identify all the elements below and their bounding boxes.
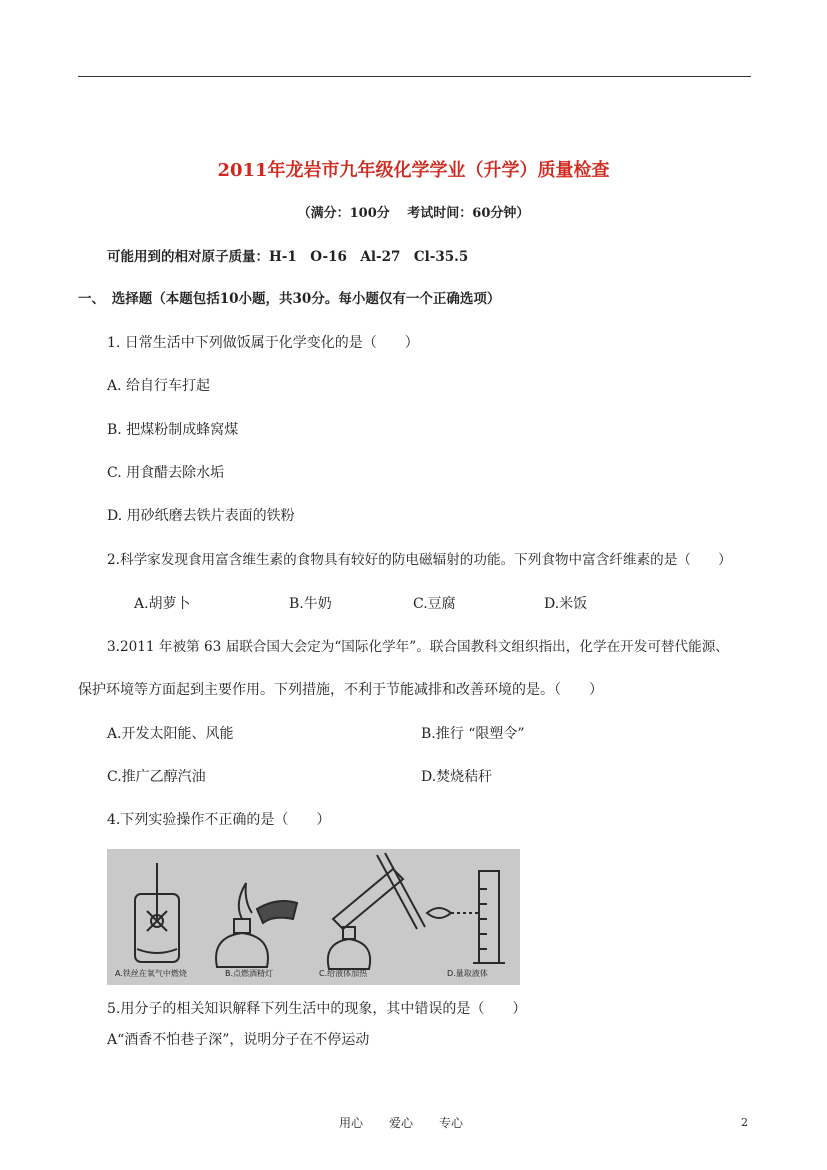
- page-number: 2: [741, 1116, 748, 1129]
- question-3-option-d: D.焚烧秸秆: [421, 769, 493, 785]
- figure-caption-d: D.量取液体: [447, 969, 488, 978]
- footer-text-2: 爱心: [389, 1116, 414, 1130]
- question-1-option-a: A. 给自行车打起: [107, 378, 211, 394]
- footer-text-1: 用心: [339, 1116, 364, 1130]
- question-2-stem: 2.科学家发现食用富含维生素的食物具有较好的防电磁辐射的功能。下列食物中富含纤维素的是（ ）: [107, 552, 732, 568]
- question-3-stem-line1: 3.2011 年被第 63 届联合国大会定为“国际化学年”。联合国教科文组织指出，化学在开发可替代能源、: [107, 639, 729, 655]
- figure-caption-a: A.铁丝在氧气中燃烧: [115, 969, 187, 978]
- figure-caption-c: C.给液体加热: [319, 969, 368, 978]
- question-2-option-a: A.胡萝卜: [134, 596, 191, 612]
- question-3-option-a: A.开发太阳能、风能: [107, 726, 234, 742]
- header-rule: [78, 76, 751, 77]
- atomic-mass-line: 可能用到的相对原子质量：H-1 O-16 Al-27 Cl-35.5: [107, 249, 469, 265]
- section-heading: 一、 选择题（本题包括10小题，共30分。每小题仅有一个正确选项）: [78, 291, 501, 307]
- question-2-option-c: C.豆腐: [413, 596, 456, 612]
- question-4-stem: 4.下列实验操作不正确的是（ ）: [107, 812, 331, 828]
- question-5-option-a: A“酒香不怕巷子深”，说明分子在不停运动: [107, 1032, 370, 1048]
- question-2-option-d: D.米饭: [544, 596, 588, 612]
- question-3-option-b: B.推行 “限塑令”: [421, 726, 525, 742]
- question-3-option-c: C.推广乙醇汽油: [107, 769, 206, 785]
- figure-caption-b: B.点燃酒精灯: [225, 969, 274, 978]
- test-tube-heating-icon: [328, 853, 425, 969]
- footer-text-3: 专心: [439, 1116, 464, 1130]
- lab-operations-figure: [107, 849, 520, 985]
- question-1-option-b: B. 把煤粉制成蜂窝煤: [107, 422, 239, 438]
- question-2-option-b: B.牛奶: [289, 596, 332, 612]
- question-3-stem-line2: 保护环境等方面起到主要作用。下列措施，不利于节能减排和改善环境的是。（ ）: [78, 682, 603, 698]
- question-1-stem: 1. 日常生活中下列做饭属于化学变化的是（ ）: [107, 335, 419, 351]
- question-1-option-c: C. 用食醋去除水垢: [107, 465, 225, 481]
- exam-title: 2011年龙岩市九年级化学学业（升学）质量检查: [217, 160, 610, 181]
- alcohol-lamp-icon: [216, 883, 297, 967]
- question-1-option-d: D. 用砂纸磨去铁片表面的铁粉: [107, 508, 295, 524]
- question-5-stem: 5.用分子的相关知识解释下列生活中的现象，其中错误的是（ ）: [107, 1001, 527, 1017]
- exam-subtitle: （满分：100分 考试时间：60分钟）: [297, 206, 530, 221]
- measuring-cylinder-icon: [427, 871, 505, 963]
- lab-apparatus-drawing: [107, 849, 520, 985]
- gas-bottle-icon: [135, 863, 179, 962]
